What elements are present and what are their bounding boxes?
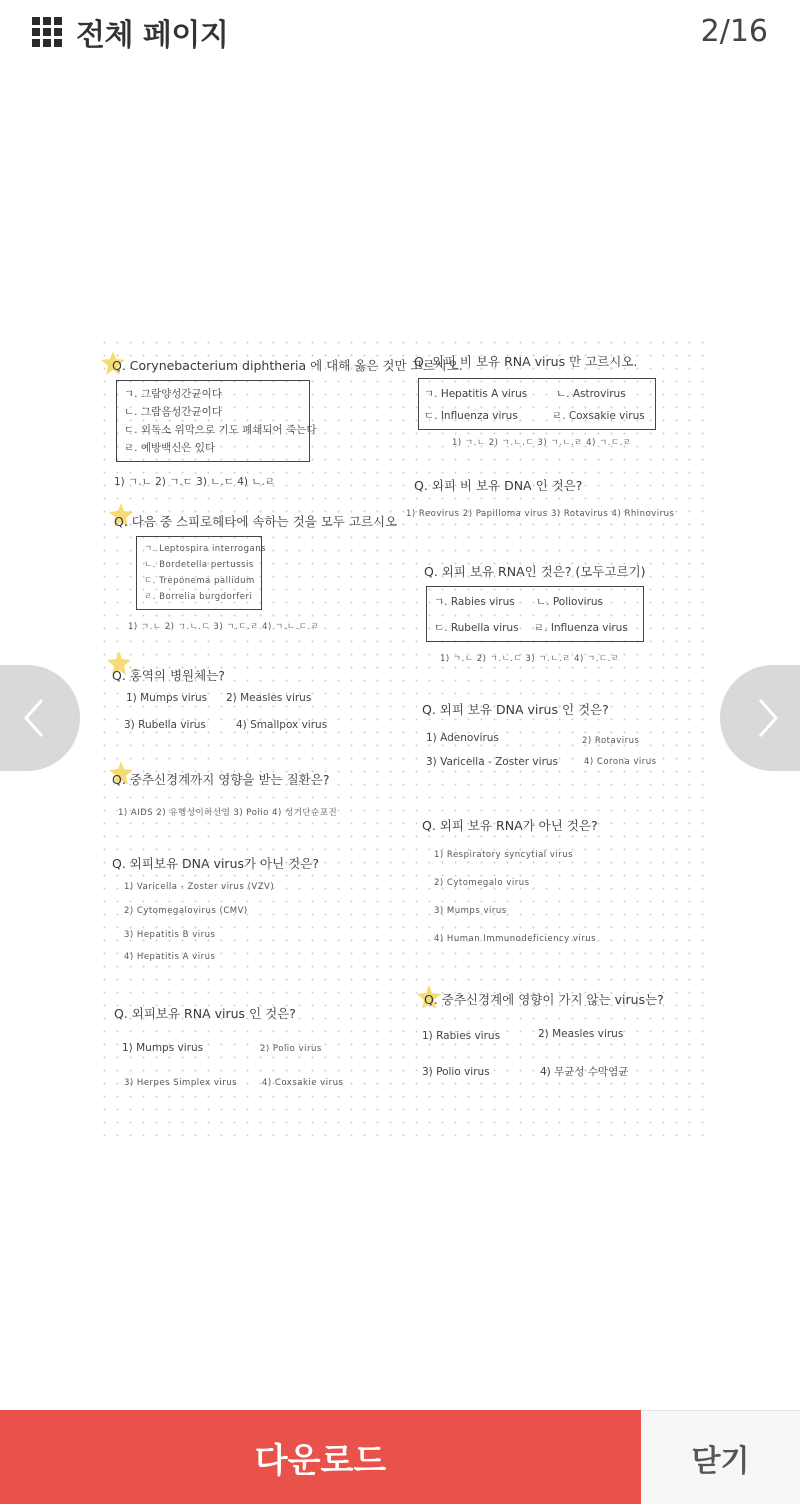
chevron-right-icon <box>756 698 780 738</box>
option-text: 3) Hepatitis B virus <box>124 930 216 940</box>
option-text: 2) Measles virus <box>538 1028 624 1040</box>
document-page <box>98 336 706 1136</box>
page-indicator: 2/16 <box>700 14 768 49</box>
question-text: Q. 외피보유 RNA virus 인 것은? <box>114 1006 296 1021</box>
close-button[interactable]: 닫기 <box>641 1410 800 1504</box>
option-text: 2) Cytomegalo virus <box>434 878 530 888</box>
box-item: ㄷ. Treponema pallidum <box>144 576 255 586</box>
all-pages-button[interactable] <box>32 14 229 53</box>
box-item: ㄷ. 외독소 위막으로 기도 폐쇄되어 죽는다 <box>124 424 317 436</box>
box-item: ㄴ. 그람음성간균이다 <box>124 406 222 418</box>
option-text: 4) Human Immunodeficiency virus <box>434 934 597 944</box>
option-text: 4) 무균성 수막염균 <box>540 1066 629 1078</box>
option-text: 2) Polio virus <box>260 1044 322 1054</box>
choice-line: 1) AIDS 2) 유행성이하선염 3) Polio 4) 성기단순포진 <box>118 808 338 818</box>
box-item: ㄹ. Borrelia burgdorferi <box>144 592 253 602</box>
question-text: Q. 외피 보유 RNA인 것은? (모두고르기) <box>424 564 646 579</box>
option-text: 1) Varicella - Zoster virus (VZV) <box>124 882 275 892</box>
question-text: Q. 외피보유 DNA virus가 아닌 것은? <box>112 856 319 871</box>
grid-icon <box>32 17 62 47</box>
prev-page-button[interactable] <box>0 665 80 771</box>
next-page-button[interactable] <box>720 665 800 771</box>
question-text: Q. 외피 보유 DNA virus 인 것은? <box>422 702 609 717</box>
question-text: Q. Corynebacterium diphtheria 에 대해 옳은 것만 고르시오. <box>112 358 463 373</box>
box-item: ㄷ. Influenza virus <box>424 410 518 422</box>
option-text: 3) Rubella virus <box>124 719 206 731</box>
option-text: 3) Herpes Simplex virus <box>124 1078 238 1088</box>
option-text: 3) Polio virus <box>422 1066 490 1078</box>
box-item: ㄹ. Coxsakie virus <box>552 410 645 422</box>
option-text: 2) Rotavirus <box>582 736 640 746</box>
option-text: 4) Corona virus <box>584 757 657 767</box>
choice-line: 1) Reovirus 2) Papilloma virus 3) Rotavirus 4) Rhinovirus <box>406 509 675 519</box>
option-text: 3) Varicella - Zoster virus <box>426 756 559 768</box>
choice-line: 1) ㄱ.ㄴ 2) ㄱ.ㄴ.ㄷ 3) ㄱ.ㄷ.ㄹ 4) ㄱ.ㄴ.ㄷ.ㄹ <box>128 622 320 632</box>
option-text: 1) Adenovirus <box>426 732 499 744</box>
box-item: ㄴ. Poliovirus <box>536 596 604 608</box>
top-bar <box>0 0 800 64</box>
option-text: 1) Mumps virus <box>126 692 208 704</box>
bottom-bar <box>0 1410 800 1504</box>
box-item: ㄹ. 예방백신은 있다 <box>124 442 216 454</box>
chevron-left-icon <box>22 698 46 738</box>
question-text: Q. 외피 보유 RNA가 아닌 것은? <box>422 818 598 833</box>
question-text: Q. 다음 중 스피로헤타에 속하는 것을 모두 고르시오 <box>114 514 398 529</box>
option-text: 2) Measles virus <box>226 692 312 704</box>
option-text: 3) Mumps virus <box>434 906 507 916</box>
all-pages-label: 전체 페이지 <box>76 18 229 53</box>
option-text: 2) Cytomegalovirus (CMV) <box>124 906 248 916</box>
box-item: ㄱ. 그람양성간균이다 <box>124 388 222 400</box>
box-item: ㄴ. Bordetella pertussis <box>144 560 254 570</box>
choice-line: 1) ㄱ.ㄴ 2) ㄱ.ㄴ.ㄷ 3) ㄱ.ㄴ.ㄹ 4) ㄱ.ㄷ.ㄹ <box>452 438 632 448</box>
question-text: Q. 중추신경계까지 영향을 받는 질환은? <box>112 772 330 787</box>
box-item: ㄷ. Rubella virus <box>434 622 519 634</box>
question-text: Q. 외피 비 보유 RNA virus 만 고르시오. <box>414 354 638 369</box>
option-text: 1) Respiratory syncytial virus <box>434 850 574 860</box>
option-text: 4) Hepatitis A virus <box>124 952 216 962</box>
box-item: ㄱ. Rabies virus <box>434 596 515 608</box>
question-text: Q. 외피 비 보유 DNA 인 것은? <box>414 478 583 493</box>
question-text: Q. 홍역의 병원체는? <box>112 668 225 683</box>
download-button[interactable]: 다운로드 <box>0 1410 641 1504</box>
option-text: 1) Rabies virus <box>422 1030 501 1042</box>
option-text: 4) Smallpox virus <box>236 719 328 731</box>
box-item: ㄹ. Influenza virus <box>534 622 628 634</box>
option-text: 4) Coxsakie virus <box>262 1078 344 1088</box>
option-text: 1) Mumps virus <box>122 1042 204 1054</box>
box-item: ㄴ. Astrovirus <box>556 388 626 400</box>
box-item: ㄱ. Leptospira interrogans <box>144 544 267 554</box>
choice-line: 1) ㄱ.ㄴ 2) ㄱ.ㄷ 3) ㄴ.ㄷ 4) ㄴ.ㄹ <box>114 476 275 488</box>
question-text: Q. 중추신경계에 영향이 가지 않는 virus는? <box>424 992 664 1007</box>
choice-line: 1) ㄱ.ㄴ 2) ㄱ.ㄴ.ㄷ 3) ㄱ.ㄴ.ㄹ 4) ㄱ.ㄷ.ㄹ <box>440 654 620 664</box>
box-item: ㄱ. Hepatitis A virus <box>424 388 528 400</box>
